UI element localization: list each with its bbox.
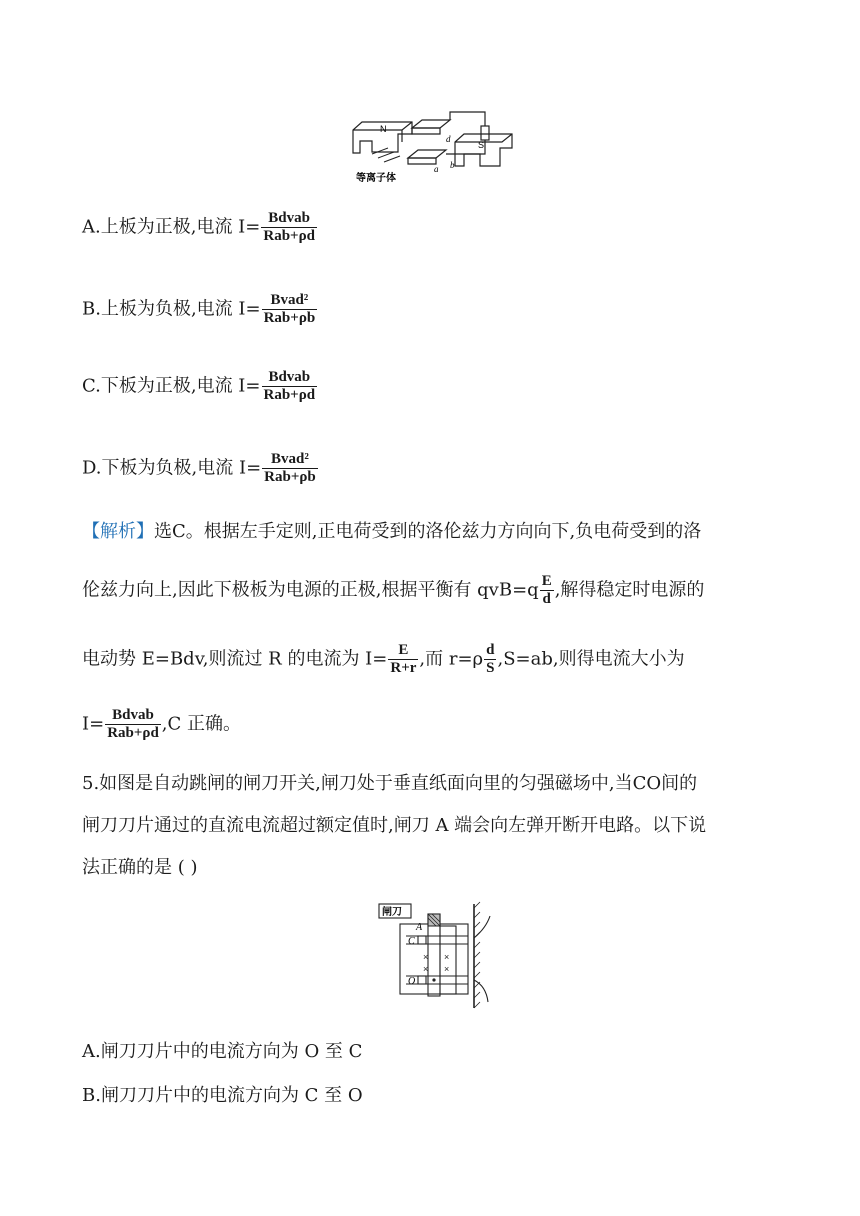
svg-text:×: ×	[444, 952, 450, 962]
option-d	[82, 451, 319, 486]
option-c-text: C.下板为正极,电流 I=	[82, 375, 261, 397]
option-b	[82, 292, 318, 327]
svg-text:×: ×	[423, 952, 429, 962]
option-c	[82, 369, 318, 404]
analysis-line-4: I= $\frac{\text{Bdvab}}{\text{Rab+ρd}}$ ,C 正确。	[82, 707, 242, 741]
option-b-fraction: $\frac{\text{Bvad²}}{\text{Rab+ρb}}$	[263, 292, 316, 326]
point-o-label: O	[408, 976, 416, 987]
option-a	[82, 210, 318, 245]
q5-option-a: A.闸刀刀片中的电流方向为 O 至 C	[82, 1041, 363, 1062]
plasma-generator-figure	[350, 108, 520, 186]
knife-switch-figure	[378, 898, 498, 1010]
option-d-fraction: $\frac{\text{Bvad²}}{\text{Rab+ρb}}$	[264, 451, 316, 485]
option-b-text: B.上板为负极,电流 I=	[82, 298, 261, 320]
plate-a-label: a	[434, 164, 439, 174]
option-a-fraction: $\frac{\text{Bdvab}}{\text{Rab+ρd}}$	[263, 210, 315, 244]
q5-line-1: 5.如图是自动跳闸的闸刀开关,闸刀处于垂直纸面向里的匀强磁场中,当CO间的	[82, 773, 698, 794]
analysis-line-1: 【解析】选C。根据左手定则,正电荷受到的洛伦兹力方向向下,负电荷受到的洛	[82, 521, 702, 542]
q5-line-2: 闸刀刀片通过的直流电流超过额定值时,闸刀 A 端会向左弹开断开电路。以下说	[82, 815, 707, 836]
plate-b-label: b	[450, 160, 455, 170]
option-a-text: A.上板为正极,电流 I=	[82, 216, 261, 238]
magnet-s-label: S	[478, 140, 485, 150]
point-a-label: A	[416, 922, 423, 933]
svg-text:×: ×	[444, 964, 450, 974]
fraction-e-over-r: $\frac{E}{R+r}$	[390, 642, 417, 676]
svg-text:×: ×	[423, 964, 429, 974]
q5-option-b: B.闸刀刀片中的电流方向为 C 至 O	[82, 1085, 363, 1106]
fraction-e-over-d: $\frac{E}{d}$	[541, 573, 552, 607]
knife-label: 闸刀	[382, 907, 402, 918]
analysis-tag: 【解析】	[82, 521, 154, 542]
analysis-line-2: 伦兹力向上,因此下极板为电源的正极,根据平衡有 qvB=q $\frac{E}{d}$ ,解得稳定时电源的	[82, 573, 705, 607]
fraction-result: $\frac{\text{Bdvab}}{\text{Rab+ρd}}$	[107, 707, 159, 741]
magnet-n-label: N	[380, 124, 387, 134]
q5-line-3: 法正确的是 ( )	[82, 857, 198, 878]
option-c-fraction: $\frac{\text{Bdvab}}{\text{Rab+ρd}}$	[263, 369, 316, 403]
fraction-d-over-s: $\frac{d}{S}$	[486, 642, 495, 676]
plasma-label: 等离子体	[356, 173, 396, 184]
analysis-line-3: 电动势 E=Bdv,则流过 R 的电流为 I= $\frac{E}{R+r}$ ,而 r=ρ $\frac{d}{S}$ ,S=ab,则得电流大小为	[82, 642, 685, 676]
plate-d-label: d	[446, 134, 451, 144]
point-c-label: C	[408, 936, 415, 947]
option-d-text: D.下板为负极,电流 I=	[82, 457, 262, 479]
